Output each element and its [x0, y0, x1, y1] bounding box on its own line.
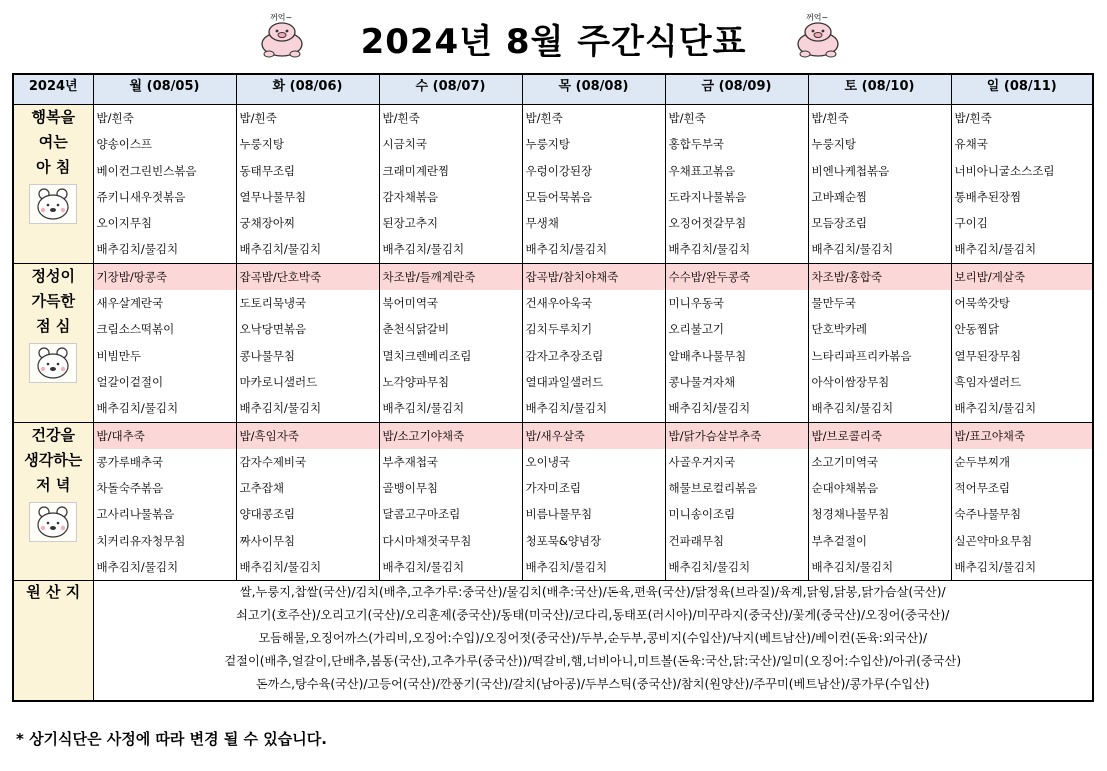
day-meal-cell [522, 263, 665, 422]
meal-label-line: 저 녁 [36, 475, 71, 494]
menu-item: 물만두국 [811, 296, 856, 311]
bear-icon [29, 184, 77, 224]
day-meal-cell [665, 422, 808, 581]
menu-item: 짜사이무침 [239, 533, 296, 548]
menu-item: 건파래무침 [668, 533, 725, 548]
day-meal-cell [522, 422, 665, 581]
menu-item: 부추겉절이 [811, 533, 868, 548]
footnote: * 상기식단은 사정에 따라 변경 될 수 있습니다. [16, 730, 327, 748]
menu-item: 열무된장무침 [954, 348, 1022, 363]
origin-label: 원 산 지 [13, 581, 93, 702]
menu-item: 비엔나케첩볶음 [811, 163, 890, 178]
menu-item: 밥/닭가슴살부추죽 [666, 423, 808, 449]
meal-label-line: 가득한 [31, 291, 75, 310]
menu-item: 춘천식닭갈비 [382, 322, 450, 337]
day-meal-cell [379, 422, 522, 581]
menu-item: 콩나물겨자채 [668, 374, 736, 389]
menu-item: 배추김치/물김치 [382, 401, 465, 416]
meal-label-line: 아 침 [36, 158, 71, 176]
menu-item: 우렁이강된장 [525, 163, 593, 178]
menu-item: 차돌숙주볶음 [96, 481, 164, 496]
meal-label-line: 건강을 [31, 425, 75, 444]
menu-item: 밥/소고기야채죽 [380, 423, 522, 449]
menu-item: 사골우거지국 [668, 454, 736, 469]
menu-item: 안동찜닭 [954, 322, 999, 337]
menu-item: 밥/대추죽 [94, 423, 236, 449]
menu-item: 배추김치/물김치 [96, 401, 179, 416]
menu-item: 가자미조림 [525, 481, 582, 496]
menu-item: 청경채나물무침 [811, 507, 890, 522]
day-meal-cell [808, 422, 951, 581]
menu-item: 순대야채볶음 [811, 481, 879, 496]
menu-item: 달콤고구마조림 [382, 507, 461, 522]
day-meal-cell [236, 105, 379, 264]
day-meal-cell [93, 422, 236, 581]
origin-row [13, 581, 1093, 702]
menu-item: 적어무조림 [954, 481, 1011, 496]
origin-line: 겉절이(배추,얼갈이,단배추,봄동(국산),고추가루(중국산))/떡갈비,햄,너비아니,미트볼(돈육:국산,닭:국산)/일미(오징어:수입산)/아귀(중국산) [224, 654, 962, 669]
menu-item: 쥬키니새우젓볶음 [96, 189, 186, 204]
menu-item: 배추김치/물김치 [811, 560, 894, 575]
day-meal-cell [808, 105, 951, 264]
day-meal-cell [93, 105, 236, 264]
menu-item: 멸치크렌베리조림 [382, 348, 472, 363]
menu-item: 크림소스떡볶이 [96, 322, 175, 337]
menu-item: 치커리유자청무침 [96, 533, 186, 548]
day-meal-cell [951, 105, 1093, 264]
menu-item: 노각양파무침 [382, 374, 450, 389]
menu-item: 순두부찌개 [954, 454, 1011, 469]
menu-item: 배추김치/물김치 [954, 560, 1037, 575]
day-meal-cell [236, 263, 379, 422]
menu-item: 얼갈이겉절이 [96, 374, 164, 389]
meal-label [13, 263, 93, 422]
menu-item: 실곤약마요무침 [954, 533, 1033, 548]
menu-item: 배추김치/물김치 [668, 560, 751, 575]
menu-item: 부추재첩국 [382, 454, 439, 469]
menu-item: 시금치국 [382, 137, 427, 152]
menu-item: 밥/흰죽 [382, 111, 420, 125]
menu-item: 미니우동국 [668, 296, 725, 311]
menu-item: 열대과일샐러드 [525, 374, 604, 389]
pig-mascot-icon [792, 12, 844, 60]
menu-item: 밥/흰죽 [811, 111, 849, 125]
menu-item: 밥/흰죽 [239, 111, 277, 125]
menu-item: 새우살계란국 [96, 296, 164, 311]
menu-item: 김치두루치기 [525, 322, 593, 337]
meal-label-line: 정성이 [31, 266, 75, 285]
menu-item: 밥/흰죽 [954, 111, 992, 125]
menu-item: 궁채장아찌 [239, 216, 296, 231]
day-meal-cell [951, 263, 1093, 422]
menu-item: 다시마채젓국무침 [382, 533, 472, 548]
menu-item: 수수밥/완두콩죽 [666, 264, 808, 290]
menu-item: 잡곡밥/단호박죽 [237, 264, 379, 290]
menu-item: 홍합두부국 [668, 137, 725, 152]
menu-item: 감자고추장조림 [525, 348, 604, 363]
bear-icon [29, 502, 77, 542]
menu-item: 건새우아욱국 [525, 296, 593, 311]
meal-row [13, 422, 1093, 581]
menu-item: 고추잡채 [239, 481, 284, 496]
menu-item: 크래미계란찜 [382, 163, 450, 178]
menu-item: 통배추된장찜 [954, 189, 1022, 204]
meal-label-line: 여는 [38, 133, 68, 151]
menu-item: 배추김치/물김치 [239, 401, 322, 416]
menu-item: 알배추나물무침 [668, 348, 747, 363]
menu-item: 비빔만두 [96, 348, 141, 363]
origin-info [93, 581, 1093, 702]
menu-item: 누룽지탕 [811, 137, 856, 152]
menu-item: 배추김치/물김치 [525, 242, 608, 257]
menu-item: 밥/표고야채죽 [952, 423, 1093, 449]
menu-item: 북어미역국 [382, 296, 439, 311]
menu-item: 오리불고기 [668, 322, 725, 337]
origin-line: 쌀,누룽지,찹쌀(국산)/김치(배추,고추가루:중국산)/물김치(배추:국산)/돈육,편육(국산)/닭정육(브라질)/육계,닭윙,닭봉,닭가슴살(국산)/ [239, 585, 946, 600]
menu-item: 배추김치/물김치 [382, 560, 465, 575]
menu-item: 잡곡밥/참치야채죽 [523, 264, 665, 290]
menu-item: 오이냉국 [525, 454, 570, 469]
menu-item: 청포묵&양념장 [525, 533, 602, 548]
menu-item: 배추김치/물김치 [96, 560, 179, 575]
menu-item: 배추김치/물김치 [811, 242, 894, 257]
menu-item: 마카로니샐러드 [239, 374, 318, 389]
page-title: 2024년 8월 주간식단표 [360, 22, 747, 62]
day-header: 금 (08/09) [665, 74, 808, 105]
menu-item: 배추김치/물김치 [525, 401, 608, 416]
day-meal-cell [808, 263, 951, 422]
day-header: 수 (08/07) [379, 74, 522, 105]
mascot-caption: 꺼억~ [270, 13, 293, 22]
weekly-menu-table [12, 73, 1094, 702]
bear-icon [29, 343, 77, 383]
menu-item: 배추김치/물김치 [96, 242, 179, 257]
meal-label-line: 행복을 [31, 108, 75, 126]
day-meal-cell [522, 105, 665, 264]
day-meal-cell [665, 263, 808, 422]
meal-label [13, 422, 93, 581]
menu-item: 너비아니굴소스조림 [954, 163, 1055, 178]
menu-item: 베이컨그린빈스볶음 [96, 163, 197, 178]
menu-item: 배추김치/물김치 [239, 560, 322, 575]
day-header: 토 (08/10) [808, 74, 951, 105]
menu-item: 감자수제비국 [239, 454, 307, 469]
origin-line: 돈까스,탕수육(국산)/고등어(국산)/깐풍기(국산)/갈치(남아공)/두부스틱(중국산)/참치(원양산)/주꾸미(베트남산)/콩가루(수입산) [255, 677, 930, 692]
menu-item: 무생채 [525, 216, 559, 231]
meal-row [13, 263, 1093, 422]
menu-item: 밥/새우살죽 [523, 423, 665, 449]
menu-item: 어묵쑥갓탕 [954, 296, 1011, 311]
day-meal-cell [236, 422, 379, 581]
menu-item: 콩나물무침 [239, 348, 296, 363]
menu-item: 양대콩조림 [239, 507, 296, 522]
menu-item: 배추김치/물김치 [668, 401, 751, 416]
origin-line: 모듬해물,오징어까스(가리비,오징어:수입)/오징어젓(중국산)/두부,순두부,콩비지(수입산)/낙지(베트남산)/베이컨(돈육:외국산)/ [258, 631, 928, 646]
menu-item: 골뱅이무침 [382, 481, 439, 496]
menu-item: 배추김치/물김치 [668, 242, 751, 257]
menu-item: 숙주나물무침 [954, 507, 1022, 522]
menu-item: 배추김치/물김치 [811, 401, 894, 416]
day-header: 목 (08/08) [522, 74, 665, 105]
meal-label [13, 105, 93, 264]
menu-item: 누룽지탕 [239, 137, 284, 152]
menu-item: 보리밥/게살죽 [952, 264, 1093, 290]
menu-item: 배추김치/물김치 [954, 242, 1037, 257]
menu-item: 미니송이조림 [668, 507, 736, 522]
menu-item: 모듬어묵볶음 [525, 189, 593, 204]
menu-item: 배추김치/물김치 [382, 242, 465, 257]
menu-item: 된장고추지 [382, 216, 439, 231]
menu-item: 아삭이쌈장무침 [811, 374, 890, 389]
day-header: 화 (08/06) [236, 74, 379, 105]
menu-item: 비름나물무침 [525, 507, 593, 522]
header-row [13, 74, 1093, 105]
menu-item: 콩가루배추국 [96, 454, 164, 469]
menu-item: 배추김치/물김치 [239, 242, 322, 257]
menu-item: 도라지나물볶음 [668, 189, 747, 204]
mascot-caption: 꺼억~ [806, 13, 829, 22]
day-meal-cell [665, 105, 808, 264]
menu-item: 고바꽤순찜 [811, 189, 868, 204]
menu-item: 밥/브로콜리죽 [809, 423, 951, 449]
menu-item: 누룽지탕 [525, 137, 570, 152]
day-meal-cell [379, 105, 522, 264]
menu-item: 배추김치/물김치 [525, 560, 608, 575]
day-header: 일 (08/11) [951, 74, 1093, 105]
day-header: 월 (08/05) [93, 74, 236, 105]
origin-line: 쇠고기(호주산)/오리고기(국산)/오리훈제(중국산)/동태(미국산)/코다리,동태포(러시아)/미꾸라지(중국산)/꽃게(중국산)/오징어(중국산)/ [236, 608, 950, 623]
menu-item: 차조밥/들깨계란죽 [380, 264, 522, 290]
menu-item: 모듬장조림 [811, 216, 868, 231]
menu-item: 동태무조림 [239, 163, 296, 178]
menu-item: 차조밥/홍합죽 [809, 264, 951, 290]
day-meal-cell [951, 422, 1093, 581]
menu-item: 해물브로컬리볶음 [668, 481, 758, 496]
menu-item: 밥/흰죽 [96, 111, 134, 125]
menu-item: 밥/흑임자죽 [237, 423, 379, 449]
day-meal-cell [93, 263, 236, 422]
menu-item: 단호박카레 [811, 322, 868, 337]
menu-item: 오낙당면볶음 [239, 322, 307, 337]
meal-label-line: 생각하는 [24, 450, 83, 469]
menu-item: 유채국 [954, 137, 988, 152]
day-meal-cell [379, 263, 522, 422]
menu-item: 구이김 [954, 216, 988, 231]
menu-item: 기장밥/땅콩죽 [94, 264, 236, 290]
menu-item: 양송이스프 [96, 137, 153, 152]
menu-item: 열무나물무침 [239, 189, 307, 204]
menu-item: 고사리나물볶음 [96, 507, 175, 522]
year-header: 2024년 [13, 74, 93, 105]
menu-item: 느타리파프리카볶음 [811, 348, 912, 363]
menu-item: 도토리묵냉국 [239, 296, 307, 311]
menu-item: 오이지무침 [96, 216, 153, 231]
menu-item: 배추김치/물김치 [954, 401, 1037, 416]
meal-label-line: 점 심 [36, 316, 71, 335]
menu-item: 밥/흰죽 [525, 111, 563, 125]
menu-item: 오징어젓갈무침 [668, 216, 747, 231]
title-row [0, 8, 1107, 68]
meal-row [13, 105, 1093, 264]
menu-item: 우채표고볶음 [668, 163, 736, 178]
menu-item: 소고기미역국 [811, 454, 879, 469]
menu-item: 감자채볶음 [382, 189, 439, 204]
menu-item: 흑임자샐러드 [954, 374, 1022, 389]
menu-item: 밥/흰죽 [668, 111, 706, 125]
